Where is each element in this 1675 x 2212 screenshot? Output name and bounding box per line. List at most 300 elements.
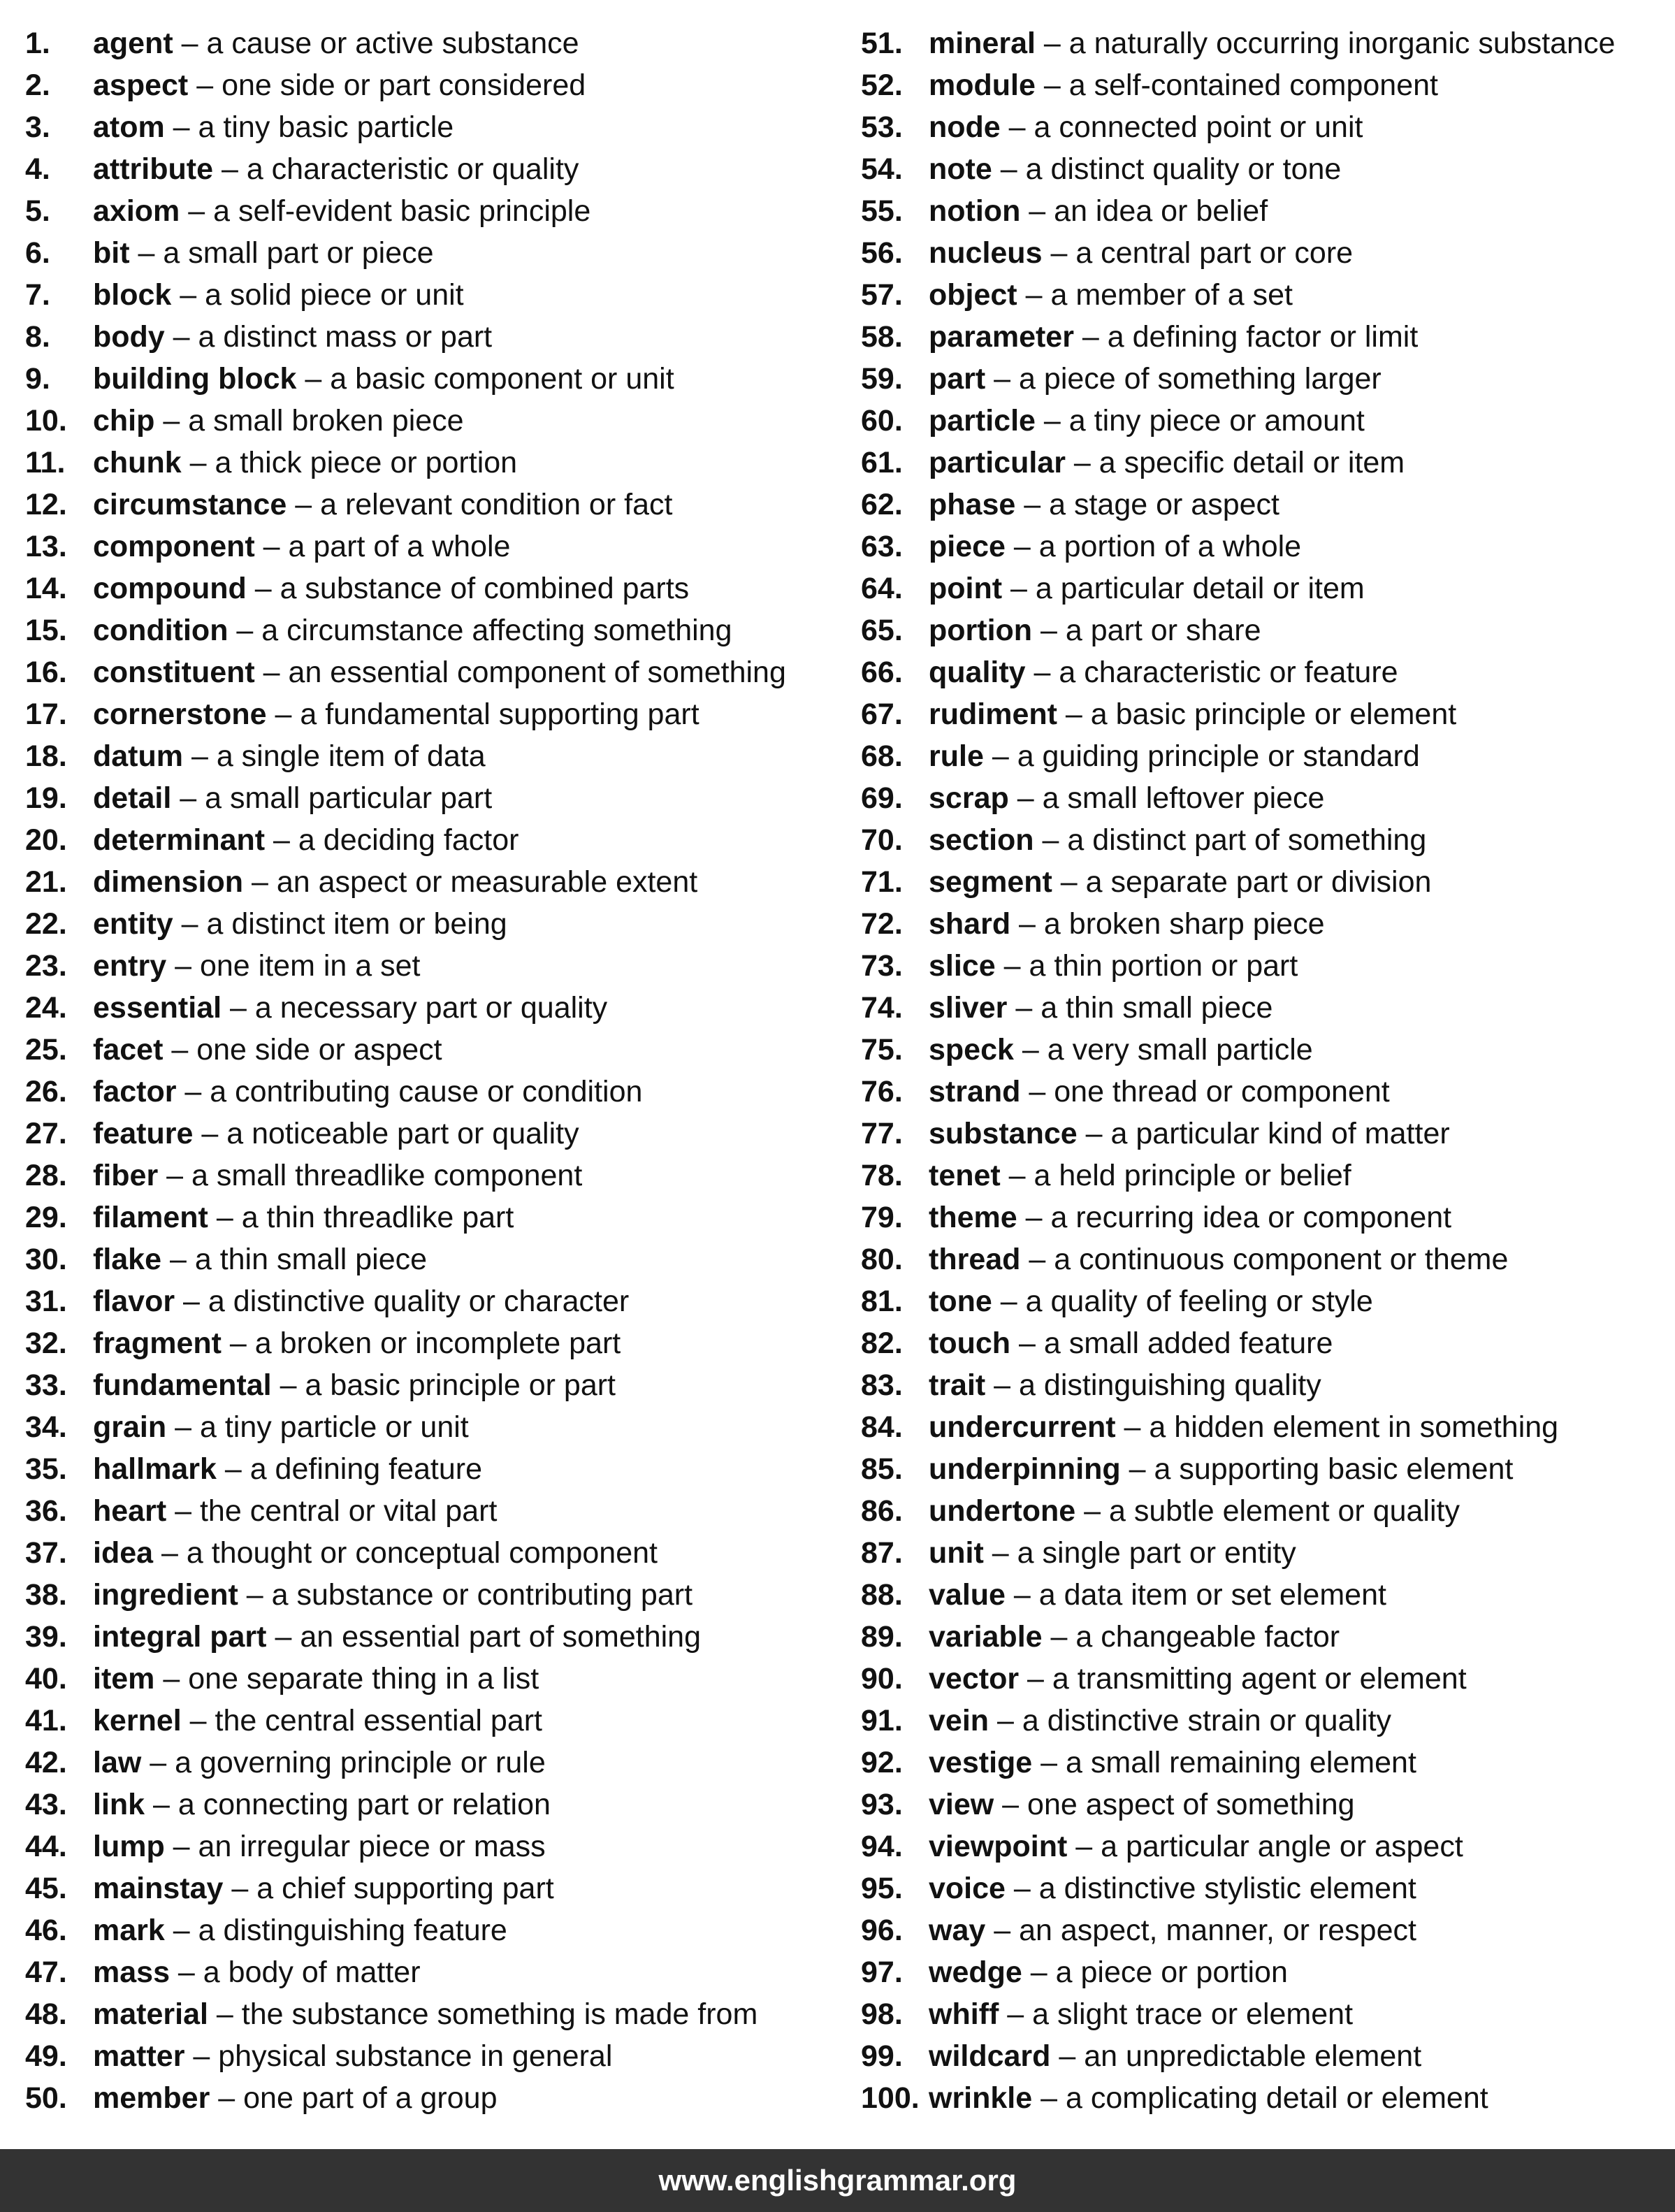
entry-separator: – [145,1788,178,1821]
entry-number: 55. [861,194,903,228]
list-item [861,819,1665,861]
list-item [25,861,850,903]
entry-separator: – [1034,823,1068,857]
entry-definition: a thin threadlike part [241,1201,514,1234]
entry-word: particular [929,446,1066,479]
entry-separator: – [271,1368,305,1402]
list-item [25,693,850,735]
entry-number: 48. [25,1997,67,2031]
entry-word: point [929,572,1003,605]
entry-word: way [929,1914,986,1947]
entry-word: mainstay [93,1872,224,1905]
list-item [25,1490,850,1532]
entry-separator: – [238,1578,272,1612]
entry-number: 97. [861,1956,903,1989]
entry-separator: – [1065,446,1099,479]
entry-separator: – [193,1117,227,1150]
entry-number: 60. [861,404,903,438]
entry-definition: a distinct part of something [1067,823,1427,857]
list-item [25,819,850,861]
list-item [25,651,850,693]
entry-number: 1. [25,27,50,60]
entry-number: 33. [25,1368,67,1402]
list-item [861,903,1665,945]
entry-separator: – [995,949,1029,983]
entry-number: 17. [25,697,67,731]
entry-separator: – [141,1746,175,1779]
list-item [25,2077,850,2119]
entry-word: thread [929,1243,1021,1276]
entry-definition: a broken sharp piece [1043,907,1325,941]
entry-separator: – [175,1285,208,1318]
list-item [25,442,850,484]
entry-word: essential [93,991,222,1025]
entry-separator: – [1015,488,1050,521]
list-item [25,1406,850,1448]
list-item [861,1616,1665,1658]
entry-separator: – [129,236,164,270]
list-item [861,1742,1665,1784]
list-item [25,232,850,274]
list-item [25,1364,850,1406]
entry-number: 2. [25,68,50,102]
entry-definition: a tiny basic particle [198,110,454,144]
entry-definition: a quality of feeling or style [1025,1285,1373,1318]
entry-definition: a distinctive stylistic element [1038,1872,1416,1905]
entry-word: slice [929,949,996,983]
list-item [861,568,1665,609]
entry-word: integral part [93,1620,267,1654]
entry-word: axiom [93,194,180,228]
list-item [25,1616,850,1658]
list-item [861,861,1665,903]
entry-word: constituent [93,656,255,689]
entry-separator: – [1115,1410,1150,1444]
list-item [861,232,1665,274]
entry-definition: one aspect of something [1027,1788,1355,1821]
entry-separator: – [1042,1620,1076,1654]
entry-number: 90. [861,1662,903,1696]
entry-word: nucleus [929,236,1043,270]
entry-word: undercurrent [929,1410,1116,1444]
list-item [25,1029,850,1071]
entry-definition: a changeable factor [1075,1620,1340,1654]
entry-separator: – [1013,1033,1047,1067]
entry-number: 6. [25,236,50,270]
entry-definition: a basic principle or part [305,1368,616,1402]
entry-separator: – [992,1285,1026,1318]
entry-definition: a self-contained component [1068,68,1439,102]
list-item [25,1574,850,1616]
entry-definition: a thin small piece [1040,991,1273,1025]
entry-definition: a distinctive quality or character [208,1285,630,1318]
entry-number: 44. [25,1830,67,1863]
entry-definition: a basic component or unit [330,362,674,396]
entry-word: note [929,152,992,186]
entry-separator: – [1120,1452,1154,1486]
list-item [25,1993,850,2035]
list-item [25,64,850,106]
entry-definition: the substance something is made from [241,1997,758,2031]
entry-definition: a deciding factor [298,823,519,857]
list-item [25,400,850,442]
entry-word: mark [93,1914,165,1947]
list-item [25,1280,850,1322]
entry-separator: – [1020,194,1054,228]
list-item [25,106,850,148]
entry-separator: – [164,320,198,354]
entry-number: 76. [861,1075,903,1108]
entry-definition: a complicating detail or element [1065,2081,1488,2115]
entry-separator: – [1000,110,1034,144]
entry-number: 35. [25,1452,67,1486]
entry-word: fragment [93,1327,222,1360]
entry-number: 69. [861,781,903,815]
entry-word: building block [93,362,297,396]
entry-word: touch [929,1327,1011,1360]
entry-definition: one item in a set [199,949,421,983]
entry-separator: – [154,404,189,438]
entry-definition: a naturally occurring inorganic substance [1068,27,1616,60]
entry-word: agent [93,27,173,60]
entry-definition: a small part or piece [163,236,434,270]
entry-separator: – [1025,656,1059,689]
entry-number: 38. [25,1578,67,1612]
list-item [861,1322,1665,1364]
entry-definition: a piece or portion [1055,1956,1288,1989]
entry-number: 11. [25,446,66,479]
entry-number: 10. [25,404,67,438]
list-item [25,987,850,1029]
list-item [861,316,1665,358]
entry-number: 26. [25,1075,67,1108]
list-item [25,358,850,400]
list-item [861,64,1665,106]
entry-definition: a thin portion or part [1029,949,1298,983]
list-item [25,1532,850,1574]
entry-separator: – [166,1494,200,1528]
entry-definition: an unpredictable element [1084,2039,1422,2073]
entry-definition: a circumstance affecting something [261,614,732,647]
list-item [861,1197,1665,1238]
entry-separator: – [1052,865,1086,899]
entry-number: 73. [861,949,903,983]
entry-definition: a distinguishing quality [1019,1368,1321,1402]
entry-definition: a small added feature [1043,1327,1333,1360]
list-item [861,1448,1665,1490]
entry-word: entity [93,907,173,941]
entry-word: wildcard [929,2039,1051,2073]
entry-number: 27. [25,1117,67,1150]
entry-definition: a thin small piece [194,1243,428,1276]
entry-number: 15. [25,614,67,647]
entry-number: 21. [25,865,67,899]
entry-word: kernel [93,1704,182,1737]
entry-definition: a defining feature [249,1452,482,1486]
entry-number: 28. [25,1159,67,1192]
entry-number: 7. [25,278,50,312]
entry-definition: a chief supporting part [256,1872,554,1905]
entry-definition: a small broken piece [188,404,464,438]
entry-number: 66. [861,656,903,689]
list-item [25,1826,850,1867]
list-item [861,526,1665,568]
entry-separator: – [158,1159,191,1192]
entry-separator: – [173,907,207,941]
entry-definition: a continuous component or theme [1054,1243,1509,1276]
entry-word: vector [929,1662,1020,1696]
entry-definition: a cause or active substance [206,27,579,60]
entry-definition: a subtle element or quality [1109,1494,1460,1528]
entry-number: 40. [25,1662,67,1696]
list-item [861,1574,1665,1616]
entry-separator: – [266,697,300,731]
entry-number: 80. [861,1243,903,1276]
entry-number: 42. [25,1746,67,1779]
list-item [25,1155,850,1197]
entry-word: material [93,1997,208,2031]
list-item [25,22,850,64]
entry-separator: – [1010,907,1044,941]
list-item [25,1658,850,1700]
entry-separator: – [180,194,214,228]
entry-number: 51. [861,27,903,60]
entry-number: 46. [25,1914,67,1947]
list-item [25,148,850,190]
entry-word: atom [93,110,165,144]
entry-separator: – [1005,530,1039,563]
entry-number: 92. [861,1746,903,1779]
list-item [861,1867,1665,1909]
entry-word: voice [929,1872,1006,1905]
entry-word: module [929,68,1036,102]
entry-definition: a very small particle [1047,1033,1313,1067]
entry-definition: an irregular piece or mass [198,1830,546,1863]
list-item [861,400,1665,442]
entry-number: 95. [861,1872,903,1905]
list-item [861,1280,1665,1322]
entry-number: 16. [25,656,67,689]
entry-separator: – [1008,781,1043,815]
list-item [25,1448,850,1490]
entry-definition: a small leftover piece [1042,781,1325,815]
entry-separator: – [992,152,1026,186]
entry-word: filament [93,1201,208,1234]
entry-definition: a solid piece or unit [205,278,464,312]
list-item [861,1071,1665,1113]
entry-separator: – [164,1830,198,1863]
entry-separator: – [985,1914,1020,1947]
entry-separator: – [223,1872,257,1905]
entry-word: phase [929,488,1016,521]
entry-number: 81. [861,1285,903,1318]
entry-definition: the central essential part [215,1704,543,1737]
entry-word: law [93,1746,142,1779]
list-item [861,735,1665,777]
word-list-right-column [861,22,1665,2119]
entry-number: 22. [25,907,67,941]
entry-separator: – [164,1914,198,1947]
entry-definition: a separate part or division [1085,865,1432,899]
entry-separator: – [222,991,255,1025]
entry-word: speck [929,1033,1014,1067]
entry-word: grain [93,1410,167,1444]
entry-word: component [93,530,255,563]
entry-number: 83. [861,1368,903,1402]
entry-number: 36. [25,1494,67,1528]
entry-separator: – [169,1956,203,1989]
entry-number: 88. [861,1578,903,1612]
entry-word: underpinning [929,1452,1121,1486]
entry-definition: a defining factor or limit [1107,320,1419,354]
list-item [25,945,850,987]
entry-word: segment [929,865,1052,899]
entry-definition: a distinct mass or part [198,320,493,354]
entry-separator: – [1077,1117,1111,1150]
entry-definition: a single part or entity [1017,1536,1296,1570]
entry-separator: – [1010,1327,1044,1360]
entry-definition: a basic principle or element [1090,697,1457,731]
entry-number: 13. [25,530,67,563]
list-item [861,945,1665,987]
entry-number: 58. [861,320,903,354]
entry-definition: a thought or conceptual component [186,1536,658,1570]
entry-word: chip [93,404,155,438]
entry-word: mineral [929,27,1036,60]
entry-number: 53. [861,110,903,144]
list-item [25,1784,850,1826]
entry-number: 96. [861,1914,903,1947]
entry-number: 37. [25,1536,67,1570]
list-item [861,1700,1665,1742]
entry-definition: a self-evident basic principle [213,194,591,228]
entry-definition: a transmitting agent or element [1052,1662,1467,1696]
entry-definition: a piece of something larger [1019,362,1382,396]
entry-separator: – [1032,1746,1066,1779]
list-item [861,1364,1665,1406]
entry-separator: – [1019,1662,1052,1696]
entry-number: 19. [25,781,67,815]
entry-number: 78. [861,1159,903,1192]
entry-number: 77. [861,1117,903,1150]
entry-definition: a data item or set element [1038,1578,1386,1612]
list-item [861,1951,1665,1993]
list-item [25,609,850,651]
entry-word: fiber [93,1159,159,1192]
list-item [861,484,1665,526]
entry-separator: – [1017,1201,1051,1234]
list-item [25,2035,850,2077]
list-item [25,1700,850,1742]
entry-separator: – [1002,572,1036,605]
entry-number: 68. [861,739,903,773]
entry-word: rule [929,739,984,773]
entry-number: 75. [861,1033,903,1067]
entry-word: feature [93,1117,194,1150]
list-item [861,1909,1665,1951]
entry-separator: – [287,488,321,521]
entry-word: tone [929,1285,992,1318]
entry-word: view [929,1788,994,1821]
entry-number: 86. [861,1494,903,1528]
entry-number: 50. [25,2081,67,2115]
entry-number: 12. [25,488,67,521]
entry-number: 8. [25,320,50,354]
entry-separator: – [188,68,222,102]
entry-separator: – [1005,1872,1039,1905]
entry-separator: – [1017,278,1051,312]
entry-number: 4. [25,152,50,186]
footer-url[interactable]: www.englishgrammar.org [658,2164,1017,2197]
entry-separator: – [994,1788,1028,1821]
entry-separator: – [166,949,200,983]
entry-word: attribute [93,152,213,186]
entry-separator: – [1057,697,1091,731]
entry-definition: a part of a whole [288,530,511,563]
entry-number: 18. [25,739,67,773]
entry-separator: – [983,1536,1017,1570]
entry-separator: – [1032,2081,1066,2115]
entry-definition: a necessary part or quality [254,991,608,1025]
entry-separator: – [208,1997,242,2031]
entry-number: 87. [861,1536,903,1570]
list-item [861,1029,1665,1071]
entry-word: object [929,278,1017,312]
entry-number: 79. [861,1201,903,1234]
entry-definition: one side or part considered [222,68,586,102]
entry-word: determinant [93,823,266,857]
entry-word: node [929,110,1001,144]
entry-separator: – [1020,1243,1054,1276]
list-item [861,148,1665,190]
entry-number: 32. [25,1327,67,1360]
entry-word: tenet [929,1159,1001,1192]
list-item [25,568,850,609]
entry-separator: – [176,1075,210,1108]
entry-separator: – [1005,1578,1039,1612]
entry-word: substance [929,1117,1078,1150]
entry-word: quality [929,656,1026,689]
entry-definition: one part of a group [243,2081,498,2115]
entry-word: item [93,1662,155,1696]
list-item [25,1867,850,1909]
entry-separator: – [163,1033,197,1067]
entry-separator: – [1035,404,1069,438]
list-item [25,1909,850,1951]
entry-definition: one thread or component [1054,1075,1390,1108]
entry-definition: a distinctive strain or quality [1022,1704,1392,1737]
entry-definition: a small threadlike component [191,1159,583,1192]
entry-number: 91. [861,1704,903,1737]
list-item [861,2077,1665,2119]
entry-separator: – [153,1536,187,1570]
entry-definition: an aspect or measurable extent [276,865,698,899]
list-item [25,735,850,777]
entry-word: lump [93,1830,165,1863]
entry-definition: a broken or incomplete part [254,1327,621,1360]
entry-number: 62. [861,488,903,521]
entry-definition: a tiny piece or amount [1068,404,1365,438]
entry-separator: – [213,152,247,186]
entry-definition: an idea or belief [1054,194,1268,228]
list-item [861,2035,1665,2077]
entry-separator: – [1032,614,1066,647]
entry-separator: – [296,362,331,396]
entry-separator: – [173,27,207,60]
entry-word: datum [93,739,183,773]
entry-number: 84. [861,1410,903,1444]
entry-number: 49. [25,2039,67,2073]
